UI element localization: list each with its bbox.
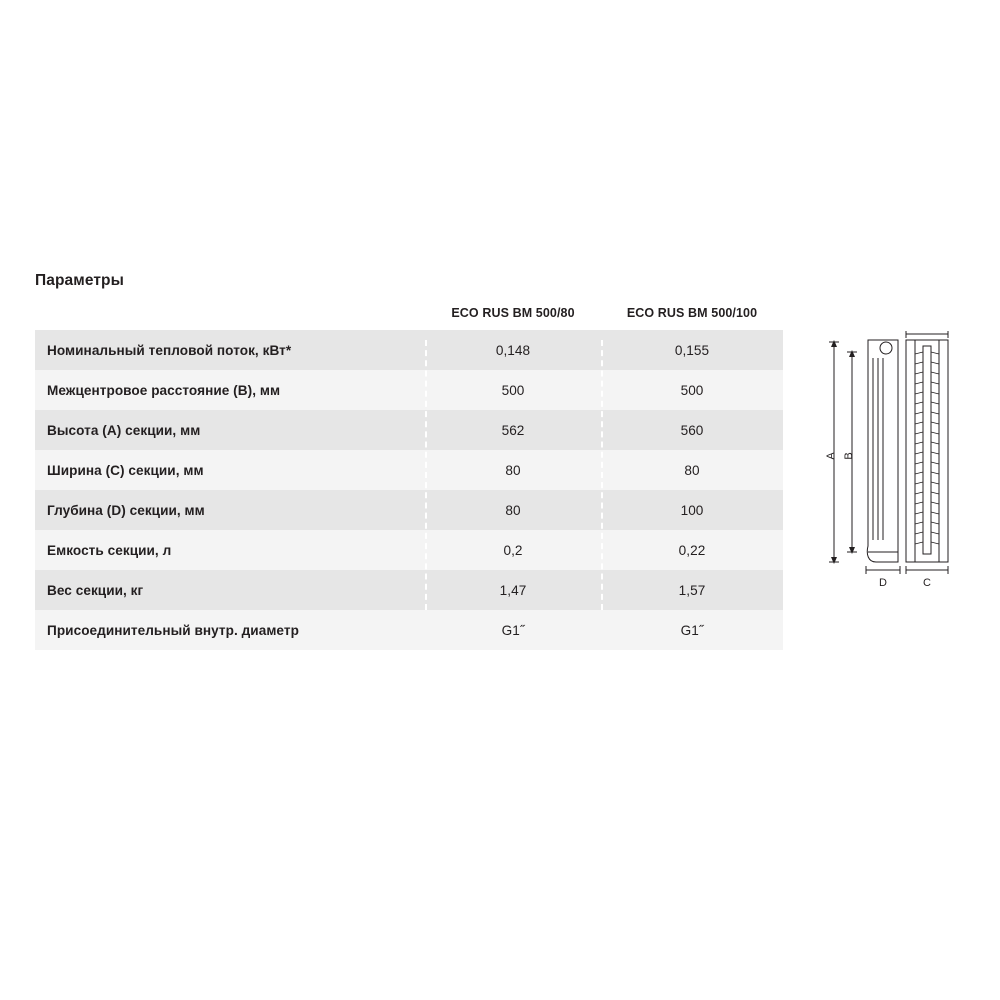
row-value-model-2: G1˝ <box>601 610 783 650</box>
column-divider-2 <box>601 340 603 610</box>
dimension-label-c: C <box>923 577 931 589</box>
specification-block <box>35 272 783 650</box>
row-label: Присоединительный внутр. диаметр <box>35 610 425 650</box>
row-label: Глубина (D) секции, мм <box>35 490 425 530</box>
table-row <box>35 450 783 490</box>
row-value-model-2: 80 <box>601 450 783 490</box>
table-row <box>35 370 783 410</box>
row-label: Ширина (C) секции, мм <box>35 450 425 490</box>
row-value-model-2: 560 <box>601 410 783 450</box>
column-header-model-1: ECO RUS BM 500/80 <box>451 306 575 320</box>
row-label: Высота (A) секции, мм <box>35 410 425 450</box>
row-value-model-2: 1,57 <box>601 570 783 610</box>
dimension-label-d: D <box>879 577 887 589</box>
row-value-model-2: 100 <box>601 490 783 530</box>
row-value-model-1: 0,148 <box>425 330 601 370</box>
column-header-param <box>35 306 425 330</box>
row-value-model-1: 500 <box>425 370 601 410</box>
table-header-row <box>35 306 783 330</box>
page-title: Параметры <box>35 272 124 289</box>
table-header <box>35 306 783 330</box>
dimension-label-a: A <box>825 452 837 460</box>
row-value-model-1: 80 <box>425 450 601 490</box>
row-label: Номинальный тепловой поток, кВт* <box>35 330 425 370</box>
table-row <box>35 330 783 370</box>
table-row <box>35 530 783 570</box>
radiator-dimension-diagram <box>820 330 970 590</box>
table-row <box>35 570 783 610</box>
table-row <box>35 490 783 530</box>
row-value-model-2: 500 <box>601 370 783 410</box>
specification-table <box>35 306 783 650</box>
row-value-model-1: 0,2 <box>425 530 601 570</box>
row-label: Межцентровое расстояние (B), мм <box>35 370 425 410</box>
row-value-model-1: 1,47 <box>425 570 601 610</box>
table-row <box>35 610 783 650</box>
table-row <box>35 410 783 450</box>
table-body <box>35 330 783 650</box>
dimension-label-b: B <box>843 452 855 460</box>
row-label: Вес секции, кг <box>35 570 425 610</box>
row-value-model-2: 0,22 <box>601 530 783 570</box>
row-value-model-1: 562 <box>425 410 601 450</box>
column-header-model-2: ECO RUS BM 500/100 <box>626 306 758 320</box>
row-value-model-2: 0,155 <box>601 330 783 370</box>
row-value-model-1: G1˝ <box>425 610 601 650</box>
row-value-model-1: 80 <box>425 490 601 530</box>
radiator-drawing-svg <box>820 330 970 590</box>
column-divider-1 <box>425 340 427 610</box>
row-label: Емкость секции, л <box>35 530 425 570</box>
